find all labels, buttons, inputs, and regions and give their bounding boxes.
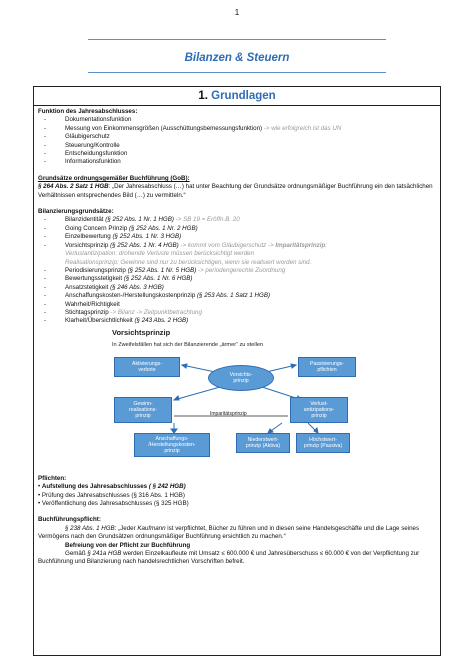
funktion-label: Gläubigerschutz: [65, 133, 110, 141]
funktion-label: Entscheidungsfunktion: [65, 150, 128, 158]
diagram-subtitle: In Zweifelsfällen hat sich der Bilanzierende „ärmer“ zu stellen: [112, 341, 264, 348]
funktion-note: -> wie erfolgreich ist das UN: [263, 124, 342, 132]
dash-bullet: -: [44, 116, 47, 124]
grundsatz-ref: (§ 243 Abs. 2 HGB): [134, 317, 189, 325]
title-rule-bottom: [88, 72, 386, 73]
bullet: •: [38, 499, 42, 507]
grundsatz-label: Going Concern Prinzip: [65, 224, 128, 232]
grundsatz-ref: (§ 252 Abs. 1 Nr. 6 HGB): [123, 275, 193, 283]
grundsatz-note: Verlustantizipation: drohende Verluste müssen berücksichtigt werden: [65, 250, 255, 258]
gob-paragraph: [38, 183, 438, 200]
buchfuehrung-paragraph: [38, 525, 438, 542]
funktion-label: Dokumentationsfunktion: [65, 116, 132, 124]
list-item: [38, 309, 438, 317]
list-item: [38, 142, 438, 150]
buchfuehrung-ref: § 238 Abs. 1 HGB: [65, 524, 115, 532]
node-verlustantizipationsprinzip: Verlust- antizipations- prinzip: [290, 397, 348, 423]
gob-heading: Grundsätze ordnungsgemäßer Buchführung (GoB):: [38, 174, 190, 182]
funktion-label: Messung von Einkommensgrößen (Ausschüttungsbemessungsfunktion): [65, 124, 263, 132]
dash-bullet: -: [44, 150, 47, 158]
befreiung-pre: Gemäß: [65, 550, 88, 557]
node-passivierungspflichten: Passivierungs- pflichten: [298, 357, 356, 377]
list-item: [38, 225, 438, 233]
pflicht-label: Aufstellung des Jahresabschlusses: [41, 483, 148, 491]
grundsatz-ref: (§ 252 Abs. 1 Nr. 1 HGB): [105, 216, 174, 224]
list-item: [38, 133, 438, 141]
list-item: [38, 492, 438, 500]
list-item: [38, 275, 438, 283]
list-item: [38, 301, 438, 309]
node-aktivierungsverbote: Aktivierungs- verbote: [114, 357, 180, 377]
grundsatz-label: Vorsichtsprinzip: [65, 241, 109, 249]
gob-ref: § 264 Abs. 2 Satz 1 HGB: [38, 183, 109, 191]
funktion-label: Informationsfunktion: [65, 158, 121, 166]
dash-bullet: -: [44, 241, 47, 249]
grundsatz-ref: (§ 252 Abs. 1 Nr. 2 HGB): [128, 224, 198, 232]
dash-bullet: -: [44, 275, 47, 283]
bullet: •: [38, 483, 42, 491]
befreiung-ref: § 241a HGB: [87, 550, 122, 557]
list-item: [38, 483, 438, 491]
dash-bullet: -: [44, 158, 47, 166]
grundsatz-label: Einzelbewertung: [65, 233, 111, 241]
funktionen-list: [38, 116, 438, 166]
node-hoechstwertprinzip: Höchstwert- prinzip (Passiva): [296, 433, 350, 453]
list-item: [38, 158, 438, 166]
dash-bullet: -: [44, 133, 47, 141]
befreiung-paragraph: [38, 550, 438, 567]
grundsatz-ref: (§ 252 Abs. 1 Nr. 5 HGB): [127, 266, 197, 274]
list-item: [38, 125, 438, 133]
dash-bullet: -: [44, 292, 47, 300]
dash-bullet: -: [44, 233, 47, 241]
section-box: [33, 86, 441, 656]
node-vorsichtsprinzip: Vorsichts- prinzip: [208, 365, 274, 391]
document-title: Bilanzen & Steuern: [184, 52, 290, 64]
list-item: [38, 292, 438, 300]
list-item: [38, 216, 438, 224]
grundsatz-ref: (§ 253 Abs. 1 Satz 1 HGB): [196, 292, 271, 300]
grundsatz-note: -> periodengerechte Zuordnung: [198, 266, 286, 274]
pflicht-label: Veröffentlichung des Jahresabschlusses (§ 325 HGB): [41, 499, 189, 507]
list-item: [38, 259, 438, 267]
funktion-label: Steuerung/Kontrolle: [65, 141, 120, 149]
grundsatz-label: Bewertungsstetigkeit: [65, 275, 123, 283]
list-item: [38, 150, 438, 158]
page-number: 1: [234, 8, 240, 17]
grundsatz-note: Realisationsprinzip: Gewinne sind nur zu berücksichtigen, wenn sie realisiert worden sind.: [65, 258, 312, 266]
buchfuehrung-text-b: ist verpflichtet, Bücher zu führen und in diesen seine Handelsgeschäfte und die Lage seines Vermögens nach den Grundsätzen ordnungsmäßiger Buchführung ersichtlich zu machen.“: [38, 524, 420, 541]
bullet: •: [38, 491, 42, 499]
list-item: [38, 233, 438, 241]
section-heading: [34, 87, 440, 106]
list-item: [38, 267, 438, 275]
grundsatz-label: Wahrheit/Richtigkeit: [65, 300, 120, 308]
pflichten-list: [38, 483, 438, 508]
title-rule-top: [88, 39, 386, 40]
dash-bullet: -: [44, 300, 47, 308]
section-number: 1.: [198, 90, 208, 102]
grundsatz-ref: (§ 252 Abs. 1 Nr. 3 HGB): [112, 233, 182, 241]
node-gewinnrealisationsprinzip: Gewinn- realisations- prinzip: [114, 397, 172, 423]
list-item: [38, 242, 438, 250]
buchfuehrung-heading: Buchführungspflicht:: [38, 516, 101, 524]
buchfuehrung-text-kaufmann: Kaufmann: [137, 524, 166, 532]
diagram-title: Vorsichtsprinzip: [112, 327, 171, 337]
dash-bullet: -: [44, 124, 47, 132]
befreiung-text: werden Einzelkaufleute mit Umsatz ≤ 600.000 € und Jahresüberschuss ≤ 60.000 € von der Verpflichtung zur Buchführung und Bilanzierung nach handelsrechtlichen Vorschriften befreit.: [38, 550, 420, 566]
grundsatz-label: Periodisierungsprinzip: [65, 266, 126, 274]
link-label-imparitaet: Imparitätsprinzip: [210, 410, 247, 417]
grundsatz-label: Klarheit/Übersichtlichkeit: [65, 317, 133, 325]
pflicht-label: Prüfung des Jahresabschlusses (§ 316 Abs. 1 HGB): [41, 491, 185, 499]
section-title: Grundlagen: [211, 90, 276, 102]
pflicht-ref: ( § 242 HGB): [148, 483, 186, 491]
list-item: [38, 284, 438, 292]
grundsatz-ref: (§ 252 Abs. 1 Nr. 4 HGB): [110, 241, 179, 249]
grundsatz-label: Anschaffungskosten-/Herstellungskostenprinzip: [65, 292, 196, 300]
dash-bullet: -: [44, 308, 47, 316]
befreiung-heading: Befreiung von der Pflicht zur Buchführung: [65, 541, 191, 549]
bilanzierung-list: [38, 216, 438, 325]
dash-bullet: -: [44, 266, 47, 274]
bilanzierung-heading: Bilanzierungsgrundsätze:: [38, 208, 114, 216]
grundsatz-note-bold: Imparitätsprinzip: [275, 241, 326, 249]
list-item: [38, 317, 438, 325]
dash-bullet: -: [44, 283, 47, 291]
grundsatz-label: Bilanzidentität: [65, 216, 104, 224]
grundsatz-note: -> kommt vom Gläubigerschutz ->: [180, 241, 274, 249]
list-item: [38, 116, 438, 124]
grundsatz-note: -> Bilanz -> Zeitpunktbetrachtung: [110, 308, 202, 316]
dash-bullet: -: [44, 317, 47, 325]
buchfuehrung-text-a: : „Jeder: [114, 524, 138, 532]
gob-text: : „Der Jahresabschluss (…) hat unter Beachtung der Grundsätze ordnungsmäßiger Buchführung ein den tatsächlichen Verhältnissen entsprechendes Bild (…) zu vermitteln.“: [38, 183, 433, 199]
grundsatz-ref: (§ 246 Abs. 3 HGB): [110, 283, 164, 291]
list-item: [38, 250, 438, 258]
funktionen-heading: Funktion des Jahresabschlusses:: [38, 108, 138, 115]
grundsatz-note: -> SB 19 = Eröffn.B. 20: [175, 216, 240, 224]
list-item: [38, 500, 438, 508]
grundsatz-label: Ansatzstetigkeit: [65, 283, 109, 291]
grundsatz-note-end: :: [325, 241, 327, 249]
node-ak-hk-prinzip: Anschaffungs- /Herstellungskosten- prinzip: [134, 433, 210, 457]
vorsichtsprinzip-diagram: [112, 329, 360, 471]
node-niederstwertprinzip: Niederstwert- prinzip (Aktiva): [236, 433, 290, 453]
dash-bullet: -: [44, 224, 47, 232]
pflichten-heading: Pflichten:: [38, 474, 67, 482]
section-content: [38, 108, 438, 567]
dash-bullet: -: [44, 141, 47, 149]
grundsatz-label: Stichtagsprinzip: [65, 308, 109, 316]
dash-bullet: -: [44, 216, 47, 224]
